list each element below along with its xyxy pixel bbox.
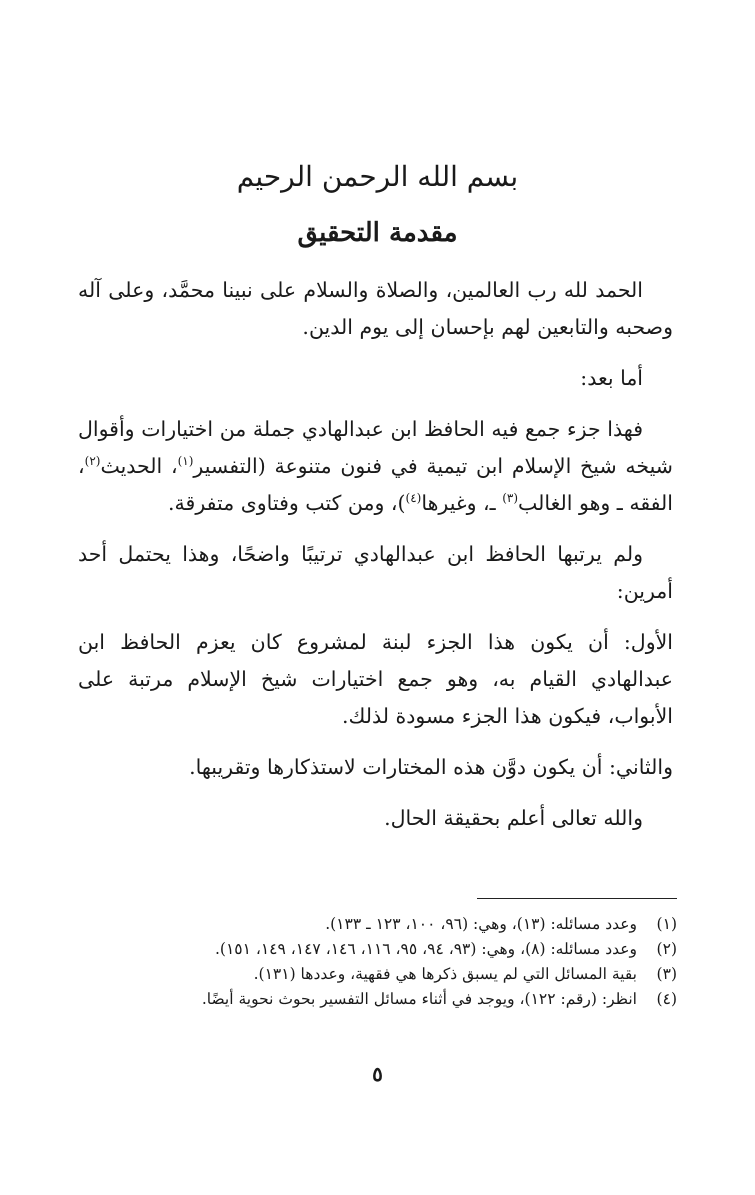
text-segment: ، الحديث [100, 454, 178, 478]
footnote-marker-4[interactable]: (٤) [405, 491, 422, 506]
page-number: ٥ [372, 1062, 383, 1086]
footnote-marker-1[interactable]: (١) [177, 454, 194, 469]
footnote-number: (٤) [656, 990, 677, 1008]
footnote-item [77, 987, 677, 1012]
footnote-item [77, 937, 677, 962]
paragraph-description [78, 411, 673, 522]
paragraph-second-possibility: والثاني: أن يكون دوَّن هذه المختارات لاستذكارها وتقريبها. [189, 755, 673, 779]
footnote-number: (٢) [656, 940, 677, 958]
text-segment: ، الفقه ـ وهو الغالب [78, 454, 673, 515]
footnote-number: (٣) [656, 965, 677, 983]
text-segment: فهذا جزء جمع فيه الحافظ ابن عبدالهادي جملة من اختيارات وأقوال شيخه شيخ الإسلام ابن تيمية في فنون متنوعة (التفسير [78, 417, 673, 478]
paragraph-closing: والله تعالى أعلم بحقيقة الحال. [384, 806, 643, 830]
text-segment: ـ، وغيرها [421, 491, 503, 515]
paragraph-first-possibility: الأول: أن يكون هذا الجزء لبنة لمشروع كان يعزم الحافظ ابن عبدالهادي القيام به، وهو جمع اختيارات شيخ الإسلام مرتبة على الأبواب، فيكون هذا الجزء مسودة لذلك. [78, 630, 673, 728]
footnote-number: (١) [656, 915, 677, 933]
footnote-marker-2[interactable]: (٢) [84, 454, 101, 469]
page-title: مقدمة التحقيق [297, 218, 458, 248]
footnote-text: بقية المسائل التي لم يسبق ذكرها هي فقهية، وعددها (١٣١). [253, 965, 637, 983]
main-text [78, 272, 673, 851]
footnote-text: انظر: (رقم: ١٢٢)، ويوجد في أثناء مسائل التفسير بحوث نحوية أيضًا. [201, 990, 637, 1008]
paragraph-praise: الحمد لله رب العالمين، والصلاة والسلام على نبينا محمَّد، وعلى آله وصحبه والتابعين لهم بإحسان إلى يوم الدين. [78, 278, 673, 339]
paragraph-arrangement: ولم يرتبها الحافظ ابن عبدالهادي ترتيبًا واضحًا، وهذا يحتمل أحد أمرين: [78, 542, 673, 603]
footnote-item [77, 912, 677, 937]
text-segment: )، ومن كتب وفتاوى متفرقة. [168, 491, 406, 515]
paragraph-amma-bad: أما بعد: [580, 366, 643, 390]
footnote-marker-3[interactable]: (٣) [502, 491, 519, 506]
basmala-heading: بسم الله الرحمن الرحيم [236, 160, 519, 193]
footnote-text: وعدد مسائله: (١٣)، وهي: (٩٦، ١٠٠، ١٢٣ ـ ١٣٣). [325, 915, 637, 933]
footnote-item [77, 962, 677, 987]
footnote-text: وعدد مسائله: (٨)، وهي: (٩٣، ٩٤، ٩٥، ١١٦، ١٤٦، ١٤٧، ١٤٩، ١٥١). [214, 940, 637, 958]
footnotes [77, 912, 677, 1012]
footnote-divider [477, 898, 677, 899]
